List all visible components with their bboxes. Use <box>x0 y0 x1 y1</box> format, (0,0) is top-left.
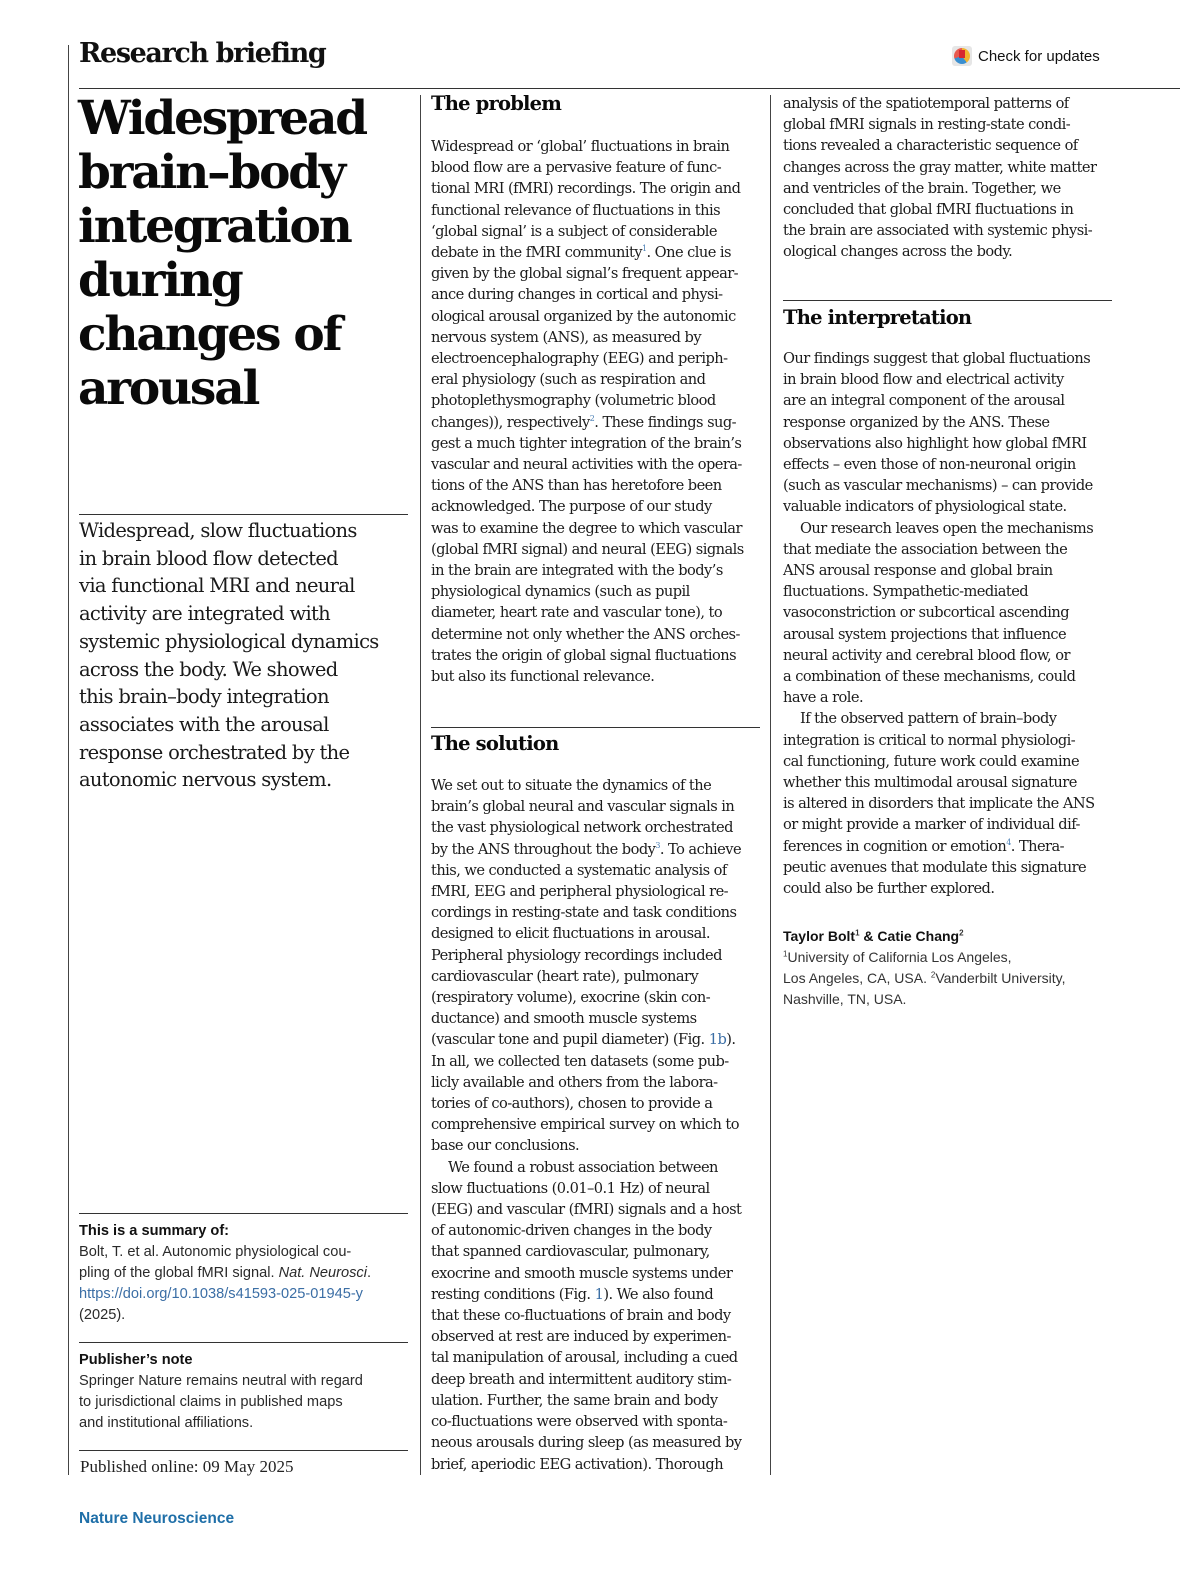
affiliation-line: Nashville, TN, USA. <box>783 991 907 1007</box>
text-span: . These findings sug- <box>594 413 737 431</box>
text-line: is altered in disorders that implicate the ANS <box>783 795 1095 813</box>
text-line <box>783 836 1095 857</box>
affiliation-marker: 2 <box>959 928 964 938</box>
text-line: this, we conducted a systematic analysis of <box>431 861 727 879</box>
text-span: ). We also found <box>603 1285 714 1303</box>
text-line: changes across the gray matter, white matter <box>783 158 1097 176</box>
text-line: Our findings suggest that global fluctuations <box>783 350 1091 367</box>
text-line: of autonomic-driven changes in the body <box>431 1222 712 1240</box>
affiliation-marker: 1 <box>855 928 860 938</box>
text-line: given by the global signal’s frequent appear- <box>431 265 739 283</box>
affiliation-line <box>783 968 1066 989</box>
text-span: resting conditions (Fig. <box>431 1285 595 1303</box>
text-line: If the observed pattern of brain–body <box>800 710 1057 728</box>
standfirst-line: across the body. We showed <box>79 657 338 681</box>
text-span: . One clue is <box>646 244 731 262</box>
journal-name[interactable]: Nature Neuroscience <box>79 1510 235 1527</box>
text-line: response organized by the ANS. These <box>783 413 1050 431</box>
text-line: ‘global signal’ is a subject of considerable <box>431 222 717 240</box>
title-line: Widespread <box>78 91 366 146</box>
text-line: observed at rest are induced by experimen- <box>431 1328 731 1346</box>
text-line: that mediate the association between the <box>783 540 1068 558</box>
interpretation-body <box>783 348 1095 899</box>
solution-continued <box>783 93 1096 263</box>
text-line: tional MRI (fMRI) recordings. The origin and <box>431 180 741 198</box>
text-span: ). <box>726 1031 736 1049</box>
citation-line <box>79 1263 371 1284</box>
text-line: cardiovascular (heart rate), pulmonary <box>431 967 699 985</box>
text-line: physiological dynamics (such as pupil <box>431 583 690 601</box>
text-line: In all, we collected ten datasets (some pub- <box>431 1052 729 1070</box>
column-divider-1 <box>420 95 421 1475</box>
standfirst-line: associates with the arousal <box>79 712 329 736</box>
standfirst-line: activity are integrated with <box>79 602 330 626</box>
text-line: vascular and neural activities with the opera- <box>431 456 742 474</box>
figure-1-link[interactable]: 1 <box>594 1285 604 1303</box>
text-line: cordings in resting-state and task conditions <box>431 904 737 922</box>
solution-rule <box>431 727 760 728</box>
text-line: observations also highlight how global fMRI <box>783 434 1087 452</box>
title-line: brain–body <box>78 145 344 200</box>
text-line: photoplethysmography (volumetric blood <box>431 392 716 410</box>
text-line: tions of the ANS than has heretofore been <box>431 477 722 495</box>
standfirst-line: autonomic nervous system. <box>79 768 332 792</box>
publisher-note-rule <box>79 1342 408 1343</box>
standfirst-line: via functional MRI and neural <box>79 574 355 598</box>
article-title <box>78 92 366 416</box>
author-name: Taylor Bolt <box>783 928 856 944</box>
summary-heading: This is a summary of: <box>79 1223 230 1239</box>
affiliation-marker: 2 <box>930 970 936 980</box>
text-line: deep breath and intermittent auditory stim- <box>431 1370 732 1388</box>
journal-abbrev: Nat. Neurosci <box>278 1265 367 1281</box>
text-line: fMRI, EEG and peripheral physiological re- <box>431 883 729 901</box>
author-name: & Catie Chang <box>859 928 960 944</box>
reference-3-link[interactable]: 3 <box>655 840 660 850</box>
title-line: integration <box>78 199 351 254</box>
text-span: debate in the fMRI community <box>431 244 642 262</box>
text-span: by the ANS throughout the body <box>431 840 656 858</box>
citation-line: Bolt, T. et al. Autonomic physiological cou- <box>79 1244 352 1260</box>
citation-year: (2025). <box>79 1307 126 1323</box>
standfirst-line: response orchestrated by the <box>79 740 350 764</box>
check-for-updates-button[interactable] <box>952 46 1100 66</box>
published-rule <box>79 1450 408 1451</box>
left-margin-rule <box>68 45 69 1475</box>
text-line: cal functioning, future work could examine <box>783 752 1080 770</box>
text-line: slow fluctuations (0.01–0.1 Hz) of neural <box>431 1179 710 1197</box>
text-line: valuable indicators of physiological state. <box>783 498 1067 516</box>
crossmark-icon <box>952 46 972 66</box>
text-line: global fMRI signals in resting-state condi- <box>783 116 1071 134</box>
text-line: the vast physiological network orchestrated <box>431 819 733 837</box>
text-line: trates the origin of global signal fluctuations <box>431 646 737 664</box>
text-line: whether this multimodal arousal signature <box>783 774 1077 792</box>
text-line: could also be further explored. <box>783 880 995 898</box>
text-line: a combination of these mechanisms, could <box>783 668 1076 686</box>
problem-body <box>431 136 744 687</box>
text-line: tions revealed a characteristic sequence of <box>783 137 1078 155</box>
reference-1-link[interactable]: 1 <box>641 244 647 254</box>
reference-2-link[interactable]: 2 <box>589 413 595 423</box>
section-heading-interpretation: The interpretation <box>783 306 972 329</box>
text-line: base our conclusions. <box>431 1137 580 1155</box>
text-line: have a role. <box>783 689 864 707</box>
citation-text: pling of the global fMRI signal. <box>79 1265 279 1281</box>
text-line: ological arousal organized by the autonomic <box>431 307 736 325</box>
header-rule <box>79 88 1180 89</box>
affiliation-line <box>783 947 1066 968</box>
text-line <box>431 1029 742 1050</box>
text-line: integration is critical to normal physiologi- <box>783 731 1076 749</box>
column-divider-2 <box>770 95 771 1475</box>
text-line: Widespread or ‘global’ fluctuations in brain <box>431 138 730 155</box>
text-line: licly available and others from the labora- <box>431 1073 718 1091</box>
doi-link[interactable]: https://doi.org/10.1038/s41593-025-01945-y <box>79 1286 363 1302</box>
text-line: in brain blood flow and electrical activity <box>783 371 1064 389</box>
text-line <box>431 412 744 433</box>
publisher-note-heading: Publisher’s note <box>79 1352 193 1368</box>
text-line: determine not only whether the ANS orches- <box>431 625 740 643</box>
standfirst-line: systemic physiological dynamics <box>79 629 379 653</box>
title-line: changes of <box>78 307 341 362</box>
text-line: gest a much tighter integration of the brain’s <box>431 434 742 452</box>
section-heading-problem: The problem <box>431 92 562 115</box>
author-block <box>783 926 1066 1010</box>
text-line: electroencephalography (EEG) and periph- <box>431 350 728 368</box>
affiliation-text: Vanderbilt University, <box>935 970 1066 986</box>
publisher-note-line: Springer Nature remains neutral with regard <box>79 1373 363 1389</box>
text-line: ANS arousal response and global brain <box>783 562 1053 580</box>
affiliation-text: Los Angeles, CA, USA. <box>783 970 931 986</box>
text-line: brief, aperiodic EEG activation). Thorough <box>431 1455 724 1473</box>
publisher-note-line: to jurisdictional claims in published maps <box>79 1394 343 1410</box>
title-line: arousal <box>78 361 259 416</box>
text-span: (vascular tone and pupil diameter) (Fig. <box>431 1031 709 1049</box>
text-span: changes)), respectively <box>431 413 590 431</box>
citation-text: . <box>366 1265 372 1281</box>
text-line: ulation. Further, the same brain and body <box>431 1391 718 1409</box>
figure-1b-link[interactable]: 1b <box>708 1031 727 1049</box>
text-line: vasoconstriction or subcortical ascending <box>783 604 1069 622</box>
text-line: ological changes across the body. <box>783 243 1013 261</box>
text-span: ferences in cognition or emotion <box>783 837 1007 855</box>
text-line: eral physiology (such as respiration and <box>431 371 706 389</box>
text-line: arousal system projections that influence <box>783 625 1067 643</box>
text-line: the brain are associated with systemic physi- <box>783 222 1093 240</box>
text-line <box>431 839 742 860</box>
publisher-note <box>79 1350 363 1434</box>
summary-box <box>79 1221 371 1326</box>
text-span: . To achieve <box>659 840 742 858</box>
text-line: co-fluctuations were observed with sponta- <box>431 1413 728 1431</box>
text-line: nervous system (ANS), as measured by <box>431 328 702 346</box>
standfirst-line: this brain–body integration <box>79 685 329 709</box>
text-line: concluded that global fMRI fluctuations in <box>783 201 1074 219</box>
text-line: neural activity and cerebral blood flow, or <box>783 646 1070 664</box>
text-line: that these co-fluctuations of brain and body <box>431 1307 731 1325</box>
text-line: are an integral component of the arousal <box>783 392 1065 410</box>
text-line: (EEG) and vascular (fMRI) signals and a host <box>431 1201 742 1219</box>
text-line: (respiratory volume), exocrine (skin con- <box>431 989 711 1007</box>
text-line: designed to elicit fluctuations in arousal. <box>431 925 710 943</box>
section-heading-solution: The solution <box>431 732 559 755</box>
standfirst-line: in brain blood flow detected <box>79 546 338 570</box>
text-line: or might provide a marker of individual dif- <box>783 816 1080 834</box>
text-line: exocrine and smooth muscle systems under <box>431 1264 733 1282</box>
text-line: functional relevance of fluctuations in this <box>431 201 721 219</box>
standfirst-rule <box>79 514 408 515</box>
solution-body <box>431 775 742 1475</box>
text-line: ductance) and smooth muscle systems <box>431 1010 697 1028</box>
text-line: Our research leaves open the mechanisms <box>800 519 1094 537</box>
author-names <box>783 926 1066 947</box>
text-line: and ventricles of the brain. Together, we <box>783 179 1061 197</box>
check-for-updates-label: Check for updates <box>978 47 1100 65</box>
text-line: acknowledged. The purpose of our study <box>431 498 712 516</box>
text-line: Peripheral physiology recordings included <box>431 946 722 964</box>
summary-rule <box>79 1213 408 1214</box>
standfirst-line: Widespread, slow fluctuations <box>79 519 357 542</box>
text-line: effects – even those of non-neuronal origin <box>783 456 1076 474</box>
text-line: tories of co-authors), chosen to provide a <box>431 1095 713 1113</box>
text-line <box>431 242 744 263</box>
section-kicker: Research briefing <box>79 38 326 69</box>
published-online-date: Published online: 09 May 2025 <box>80 1457 294 1476</box>
text-line: that spanned cardiovascular, pulmonary, <box>431 1243 710 1261</box>
text-line: We set out to situate the dynamics of the <box>431 777 712 794</box>
reference-4-link[interactable]: 4 <box>1006 837 1011 847</box>
text-line: peutic avenues that modulate this signature <box>783 858 1087 876</box>
text-span: . Thera- <box>1010 837 1065 855</box>
interpretation-rule <box>783 300 1112 301</box>
text-line: blood flow are a pervasive feature of func- <box>431 159 722 177</box>
text-line: comprehensive empirical survey on which to <box>431 1116 739 1134</box>
text-line: We found a robust association between <box>448 1158 718 1176</box>
text-line: was to examine the degree to which vascular <box>431 519 742 537</box>
text-line: tal manipulation of arousal, including a cued <box>431 1349 738 1367</box>
text-line <box>431 1284 742 1305</box>
text-line: but also its functional relevance. <box>431 668 655 686</box>
standfirst <box>79 517 379 794</box>
text-line: brain’s global neural and vascular signals in <box>431 798 735 816</box>
text-line: fluctuations. Sympathetic-mediated <box>783 583 1029 601</box>
text-line: (global fMRI signal) and neural (EEG) signals <box>431 540 744 558</box>
affiliation-text: University of California Los Angeles, <box>787 949 1012 965</box>
text-line: in the brain are integrated with the body’s <box>431 562 723 580</box>
text-line: analysis of the spatiotemporal patterns of <box>783 95 1069 112</box>
text-line: ance during changes in cortical and physi- <box>431 286 723 304</box>
text-line: diameter, heart rate and vascular tone), to <box>431 604 723 622</box>
text-line: (such as vascular mechanisms) – can provide <box>783 477 1093 495</box>
publisher-note-line: and institutional affiliations. <box>79 1415 254 1431</box>
affiliation-marker: 1 <box>783 949 788 959</box>
text-line: neous arousals during sleep (as measured by <box>431 1434 742 1452</box>
title-line: during <box>78 253 242 308</box>
